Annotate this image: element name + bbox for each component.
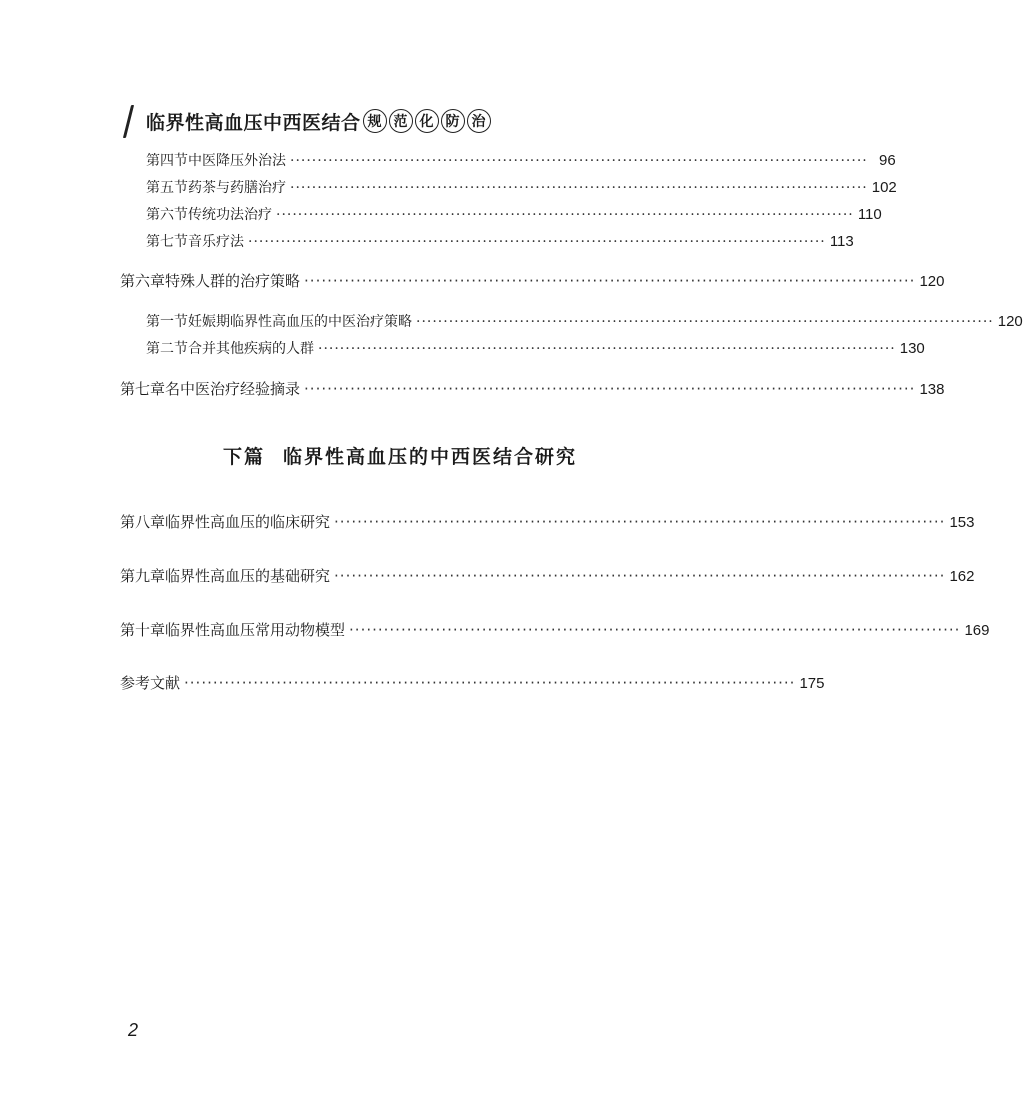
- toc-number: 第八章: [120, 513, 166, 531]
- toc-title: 临界性高血压常用动物模型: [165, 621, 346, 639]
- toc-title: 妊娠期临界性高血压的中医治疗策略: [188, 314, 412, 330]
- toc-entry[interactable]: [120, 672, 825, 694]
- toc-number: 第十章: [120, 621, 166, 639]
- toc-entry[interactable]: [146, 231, 854, 253]
- toc-title: 合并其他疾病的人群: [188, 341, 314, 357]
- leader-dots: ··········································································································: [334, 513, 946, 531]
- toc-page: 138: [919, 381, 945, 398]
- toc-page: 169: [964, 622, 990, 639]
- toc-number: 第九章: [120, 567, 166, 585]
- part-title: 临界性高血压的中西医结合研究: [283, 446, 578, 468]
- toc-entry[interactable]: [146, 204, 882, 226]
- toc-page: 175: [799, 675, 825, 692]
- toc-page: 113: [829, 233, 854, 250]
- leader-dots: ··········································································································: [334, 567, 946, 585]
- leader-dots: ··········································································································: [416, 314, 994, 330]
- leader-dots: ··········································································································: [304, 272, 916, 290]
- toc-page: 162: [949, 568, 975, 585]
- toc-page: 120: [997, 313, 1023, 330]
- toc-page: 120: [919, 273, 945, 290]
- toc-entry[interactable]: [146, 311, 1023, 333]
- toc-number: 第六章: [120, 272, 166, 290]
- leader-dots: ··········································································································: [318, 341, 896, 357]
- slash-ornament: [120, 105, 136, 137]
- toc-number: 第六节: [146, 207, 188, 223]
- running-header: [120, 104, 493, 138]
- leader-dots: ··········································································································: [290, 180, 868, 196]
- toc-entry[interactable]: [120, 565, 975, 587]
- leader-dots: ··········································································································: [248, 234, 826, 250]
- leader-dots: ··········································································································: [304, 380, 916, 398]
- toc-title: 音乐疗法: [188, 234, 244, 250]
- toc-entry[interactable]: [120, 270, 945, 292]
- toc-number: 第七章: [120, 380, 166, 398]
- toc-title: 特殊人群的治疗策略: [165, 272, 301, 290]
- toc-page: 102: [871, 179, 897, 196]
- toc-entry[interactable]: [120, 378, 945, 400]
- part-heading: [0, 442, 800, 469]
- toc-title: 名中医治疗经验摘录: [165, 380, 301, 398]
- toc-page: 130: [899, 340, 925, 357]
- circled-char: 化: [415, 109, 439, 133]
- header-circled-chars: [363, 109, 493, 133]
- toc-page: 110: [857, 206, 882, 223]
- header-title: 临界性高血压中西医结合: [146, 111, 361, 134]
- circled-char: 治: [467, 109, 491, 133]
- circled-char: 规: [363, 109, 387, 133]
- toc-title: 药茶与药膳治疗: [188, 180, 286, 196]
- toc-title: 临界性高血压的临床研究: [165, 513, 331, 531]
- toc-title: 临界性高血压的基础研究: [165, 567, 331, 585]
- toc-number: 第五节: [146, 180, 188, 196]
- part-label: 下篇: [222, 446, 265, 468]
- toc-number: 第一节: [146, 314, 188, 330]
- leader-dots: ··········································································································: [349, 621, 961, 639]
- toc-title: 中医降压外治法: [188, 153, 286, 169]
- leader-dots: ··········································································································: [276, 207, 854, 223]
- toc-title: 传统功法治疗: [188, 207, 272, 223]
- toc-entry[interactable]: [120, 511, 975, 533]
- leader-dots: ··········································································································: [184, 674, 796, 692]
- toc-page: 96: [879, 152, 896, 169]
- toc-entry[interactable]: [146, 338, 925, 360]
- toc-page: 153: [949, 514, 975, 531]
- toc-entry[interactable]: [146, 177, 897, 199]
- circled-char: 范: [389, 109, 413, 133]
- toc-title: 参考文献: [120, 674, 181, 692]
- circled-char: 防: [441, 109, 465, 133]
- toc-number: 第四节: [146, 153, 188, 169]
- page-number: 2: [128, 1020, 139, 1040]
- toc-number: 第七节: [146, 234, 188, 250]
- toc-entry[interactable]: [146, 150, 896, 172]
- toc-entry[interactable]: [120, 619, 990, 641]
- leader-dots: ··········································································································: [290, 153, 868, 169]
- toc-number: 第二节: [146, 341, 188, 357]
